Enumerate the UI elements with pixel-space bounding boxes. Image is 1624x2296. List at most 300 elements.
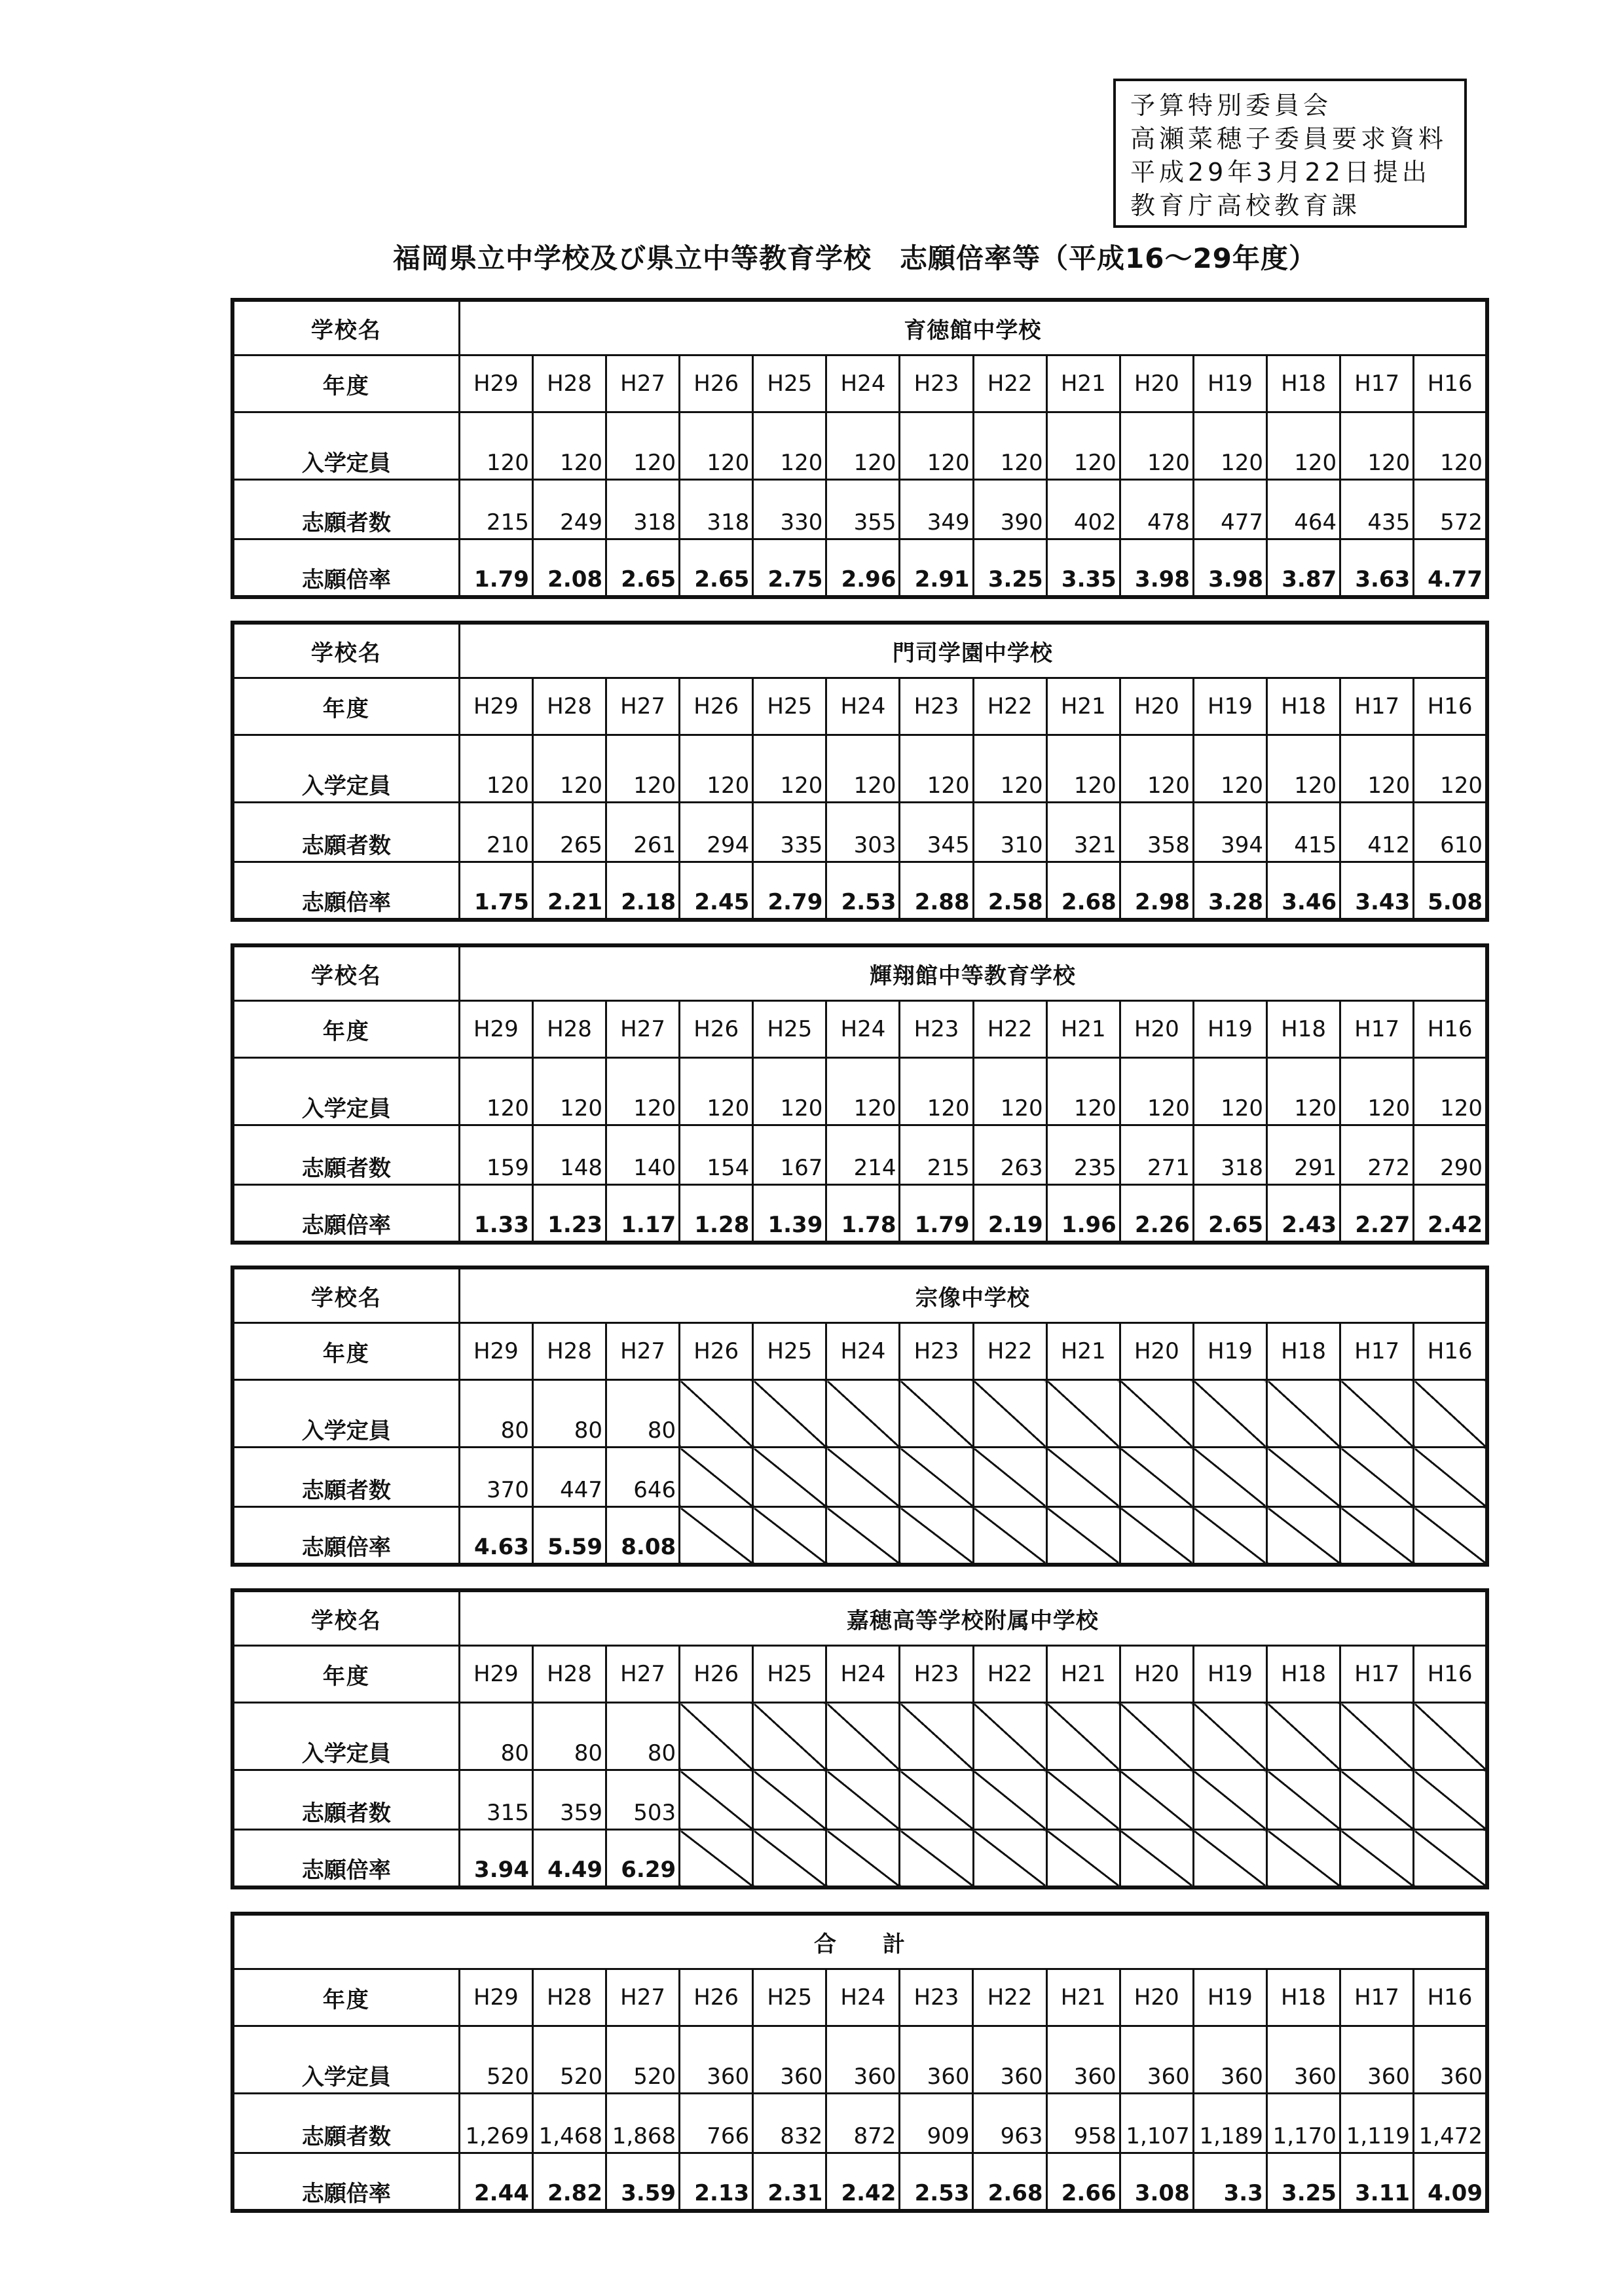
capacity-cell: 360 <box>1414 2026 1487 2094</box>
applicants-cell: 464 <box>1267 480 1340 539</box>
year-header-cell: H27 <box>606 1646 680 1703</box>
capacity-cell: 360 <box>826 2026 900 2094</box>
not-applicable-cell <box>973 1770 1046 1830</box>
ratio-label: 志願倍率 <box>232 862 459 920</box>
applicants-cell: 349 <box>900 480 973 539</box>
capacity-row <box>232 1058 1487 1125</box>
year-header-cell: H28 <box>532 1323 606 1380</box>
capacity-cell: 120 <box>973 1058 1046 1125</box>
year-header-cell: H17 <box>1340 1646 1414 1703</box>
capacity-cell: 120 <box>826 412 900 480</box>
ratio-cell: 2.31 <box>753 2153 826 2212</box>
year-label: 年度 <box>232 355 459 412</box>
not-applicable-cell <box>826 1703 900 1770</box>
not-applicable-cell <box>1120 1830 1193 1888</box>
capacity-cell: 120 <box>1267 1058 1340 1125</box>
ratio-row <box>232 1830 1487 1888</box>
year-header-cell: H18 <box>1267 1001 1340 1058</box>
capacity-cell: 120 <box>459 1058 532 1125</box>
year-header-cell: H16 <box>1414 678 1487 735</box>
year-header-cell: H23 <box>900 1646 973 1703</box>
not-applicable-cell <box>973 1507 1046 1565</box>
capacity-cell: 120 <box>532 735 606 803</box>
applicants-row <box>232 2094 1487 2153</box>
capacity-cell: 360 <box>680 2026 753 2094</box>
not-applicable-cell <box>900 1703 973 1770</box>
applicants-cell: 318 <box>1193 1125 1266 1185</box>
ratio-cell: 2.26 <box>1120 1185 1193 1243</box>
ratio-cell: 2.18 <box>606 862 680 920</box>
year-header-cell: H29 <box>459 355 532 412</box>
year-header-cell: H19 <box>1193 1969 1266 2026</box>
year-header-cell: H28 <box>532 1001 606 1058</box>
applicants-cell: 872 <box>826 2094 900 2153</box>
not-applicable-cell <box>900 1830 973 1888</box>
reference-memo-box <box>1113 79 1467 228</box>
year-header-cell: H17 <box>1340 678 1414 735</box>
capacity-label: 入学定員 <box>232 1380 459 1448</box>
memo-line-requester: 高瀬菜穂子委員要求資料 <box>1130 124 1448 153</box>
ratio-cell: 6.29 <box>606 1830 680 1888</box>
applicants-cell: 412 <box>1340 803 1414 862</box>
memo-line-committee: 予算特別委員会 <box>1130 91 1333 120</box>
applicants-cell: 909 <box>900 2094 973 2153</box>
year-header-cell: H22 <box>973 1646 1046 1703</box>
capacity-label: 入学定員 <box>232 735 459 803</box>
capacity-row <box>232 1380 1487 1448</box>
year-header-cell: H20 <box>1120 678 1193 735</box>
capacity-cell: 120 <box>606 735 680 803</box>
school-name-label: 学校名 <box>232 300 459 355</box>
capacity-label: 入学定員 <box>232 2026 459 2094</box>
ratio-cell: 4.63 <box>459 1507 532 1565</box>
not-applicable-cell <box>1340 1448 1414 1507</box>
applicants-cell: 235 <box>1046 1125 1120 1185</box>
ratio-cell: 2.66 <box>1046 2153 1120 2212</box>
ratio-cell: 3.94 <box>459 1830 532 1888</box>
applicants-cell: 766 <box>680 2094 753 2153</box>
year-header-cell: H25 <box>753 1323 826 1380</box>
ratio-cell: 4.77 <box>1414 539 1487 598</box>
capacity-cell: 120 <box>900 1058 973 1125</box>
year-header-cell: H25 <box>753 355 826 412</box>
ratio-cell: 2.19 <box>973 1185 1046 1243</box>
capacity-cell: 80 <box>459 1703 532 1770</box>
applicants-cell: 265 <box>532 803 606 862</box>
year-header-cell: H16 <box>1414 1001 1487 1058</box>
capacity-cell: 360 <box>1120 2026 1193 2094</box>
not-applicable-cell <box>1120 1507 1193 1565</box>
not-applicable-cell <box>753 1770 826 1830</box>
year-header-cell: H18 <box>1267 355 1340 412</box>
capacity-cell: 120 <box>973 735 1046 803</box>
capacity-cell: 120 <box>826 1058 900 1125</box>
year-header-cell: H19 <box>1193 678 1266 735</box>
ratio-cell: 2.53 <box>900 2153 973 2212</box>
not-applicable-cell <box>1414 1830 1487 1888</box>
applicants-cell: 330 <box>753 480 826 539</box>
ratio-cell: 2.91 <box>900 539 973 598</box>
ratio-cell: 2.58 <box>973 862 1046 920</box>
year-header-cell: H27 <box>606 678 680 735</box>
year-header-cell: H25 <box>753 1001 826 1058</box>
year-header-cell: H22 <box>973 355 1046 412</box>
capacity-cell: 80 <box>532 1380 606 1448</box>
ratio-cell: 1.28 <box>680 1185 753 1243</box>
applicants-cell: 958 <box>1046 2094 1120 2153</box>
ratio-cell: 2.44 <box>459 2153 532 2212</box>
capacity-cell: 120 <box>753 412 826 480</box>
year-header-cell: H20 <box>1120 1646 1193 1703</box>
not-applicable-cell <box>1046 1830 1120 1888</box>
not-applicable-cell <box>680 1770 753 1830</box>
applicants-cell: 646 <box>606 1448 680 1507</box>
not-applicable-cell <box>973 1703 1046 1770</box>
applicants-cell: 435 <box>1340 480 1414 539</box>
ratio-cell: 5.59 <box>532 1507 606 1565</box>
not-applicable-cell <box>900 1770 973 1830</box>
capacity-cell: 520 <box>532 2026 606 2094</box>
ratio-cell: 1.39 <box>753 1185 826 1243</box>
year-header-cell: H26 <box>680 1969 753 2026</box>
ratio-cell: 1.79 <box>900 1185 973 1243</box>
year-header-cell: H21 <box>1046 678 1120 735</box>
capacity-cell: 120 <box>1120 412 1193 480</box>
applicants-cell: 390 <box>973 480 1046 539</box>
capacity-cell: 120 <box>459 412 532 480</box>
ratio-cell: 3.08 <box>1120 2153 1193 2212</box>
year-header-cell: H21 <box>1046 1646 1120 1703</box>
applicants-cell: 215 <box>459 480 532 539</box>
ratio-label: 志願倍率 <box>232 1507 459 1565</box>
capacity-cell: 80 <box>606 1703 680 1770</box>
not-applicable-cell <box>1193 1507 1266 1565</box>
not-applicable-cell <box>1414 1770 1487 1830</box>
year-header-cell: H26 <box>680 678 753 735</box>
capacity-cell: 120 <box>1340 412 1414 480</box>
applicants-cell: 214 <box>826 1125 900 1185</box>
not-applicable-cell <box>1267 1830 1340 1888</box>
capacity-cell: 120 <box>1340 735 1414 803</box>
not-applicable-cell <box>1340 1380 1414 1448</box>
school-table <box>231 621 1489 922</box>
school-name-label: 学校名 <box>232 1590 459 1646</box>
capacity-cell: 120 <box>1046 735 1120 803</box>
ratio-cell: 4.09 <box>1414 2153 1487 2212</box>
ratio-cell: 3.98 <box>1120 539 1193 598</box>
not-applicable-cell <box>753 1830 826 1888</box>
document-title: 福岡県立中学校及び県立中等教育学校 志願倍率等（平成16～29年度） <box>393 242 1317 274</box>
capacity-cell: 120 <box>680 1058 753 1125</box>
year-header-cell: H23 <box>900 1969 973 2026</box>
ratio-cell: 3.43 <box>1340 862 1414 920</box>
applicants-cell: 477 <box>1193 480 1266 539</box>
not-applicable-cell <box>1120 1703 1193 1770</box>
capacity-cell: 120 <box>1193 735 1266 803</box>
ratio-cell: 4.49 <box>532 1830 606 1888</box>
year-label: 年度 <box>232 678 459 735</box>
capacity-cell: 120 <box>606 412 680 480</box>
not-applicable-cell <box>826 1830 900 1888</box>
year-header-cell: H24 <box>826 1969 900 2026</box>
year-header-cell: H22 <box>973 678 1046 735</box>
year-header-cell: H23 <box>900 678 973 735</box>
applicants-row <box>232 1448 1487 1507</box>
school-table <box>231 1266 1489 1567</box>
ratio-cell: 8.08 <box>606 1507 680 1565</box>
applicants-cell: 303 <box>826 803 900 862</box>
not-applicable-cell <box>680 1380 753 1448</box>
ratio-row <box>232 1185 1487 1243</box>
not-applicable-cell <box>1267 1380 1340 1448</box>
ratio-cell: 3.87 <box>1267 539 1340 598</box>
applicants-label: 志願者数 <box>232 803 459 862</box>
school-name-label: 学校名 <box>232 1267 459 1323</box>
ratio-cell: 2.96 <box>826 539 900 598</box>
year-header-cell: H24 <box>826 1323 900 1380</box>
capacity-cell: 520 <box>606 2026 680 2094</box>
year-header-cell: H20 <box>1120 1323 1193 1380</box>
ratio-label: 志願倍率 <box>232 2153 459 2212</box>
applicants-cell: 272 <box>1340 1125 1414 1185</box>
year-header-cell: H28 <box>532 1969 606 2026</box>
capacity-cell: 360 <box>1340 2026 1413 2094</box>
applicants-cell: 610 <box>1414 803 1487 862</box>
year-header-cell: H29 <box>459 1646 532 1703</box>
not-applicable-cell <box>1046 1703 1120 1770</box>
ratio-cell: 2.68 <box>1046 862 1120 920</box>
not-applicable-cell <box>680 1830 753 1888</box>
year-header-cell: H26 <box>680 355 753 412</box>
year-header-cell: H27 <box>606 1969 680 2026</box>
applicants-cell: 345 <box>900 803 973 862</box>
not-applicable-cell <box>753 1448 826 1507</box>
applicants-cell: 294 <box>680 803 753 862</box>
not-applicable-cell <box>1193 1770 1266 1830</box>
year-header-cell: H24 <box>826 355 900 412</box>
applicants-cell: 154 <box>680 1125 753 1185</box>
not-applicable-cell <box>826 1380 900 1448</box>
not-applicable-cell <box>973 1448 1046 1507</box>
capacity-cell: 120 <box>1267 412 1340 480</box>
not-applicable-cell <box>1193 1703 1266 1770</box>
not-applicable-cell <box>1193 1448 1266 1507</box>
applicants-label: 志願者数 <box>232 1770 459 1830</box>
year-header-cell: H21 <box>1046 355 1120 412</box>
applicants-cell: 167 <box>753 1125 826 1185</box>
capacity-cell: 120 <box>459 735 532 803</box>
not-applicable-cell <box>1120 1380 1193 1448</box>
year-header-cell: H17 <box>1340 355 1414 412</box>
school-name: 嘉穂高等学校附属中学校 <box>459 1590 1487 1646</box>
applicants-cell: 318 <box>680 480 753 539</box>
applicants-cell: 318 <box>606 480 680 539</box>
ratio-cell: 3.63 <box>1340 539 1414 598</box>
applicants-cell: 291 <box>1267 1125 1340 1185</box>
ratio-cell: 3.28 <box>1193 862 1266 920</box>
capacity-cell: 120 <box>1340 1058 1414 1125</box>
capacity-cell: 120 <box>680 735 753 803</box>
year-header-cell: H18 <box>1267 1323 1340 1380</box>
year-header-cell: H20 <box>1120 1001 1193 1058</box>
ratio-cell: 3.46 <box>1267 862 1340 920</box>
applicants-cell: 1,468 <box>532 2094 606 2153</box>
school-table <box>231 298 1489 599</box>
not-applicable-cell <box>900 1380 973 1448</box>
capacity-cell: 120 <box>753 1058 826 1125</box>
year-header-cell: H24 <box>826 1001 900 1058</box>
ratio-cell: 3.59 <box>606 2153 680 2212</box>
ratio-cell: 1.75 <box>459 862 532 920</box>
capacity-cell: 120 <box>1120 735 1193 803</box>
not-applicable-cell <box>753 1507 826 1565</box>
capacity-label: 入学定員 <box>232 1058 459 1125</box>
ratio-cell: 2.65 <box>606 539 680 598</box>
year-header-cell: H20 <box>1120 355 1193 412</box>
not-applicable-cell <box>1340 1507 1414 1565</box>
ratio-cell: 1.79 <box>459 539 532 598</box>
school-table <box>231 1588 1489 1889</box>
applicants-label: 志願者数 <box>232 480 459 539</box>
capacity-cell: 120 <box>1120 1058 1193 1125</box>
year-header-cell: H25 <box>753 1646 826 1703</box>
ratio-cell: 2.82 <box>532 2153 606 2212</box>
year-header-cell: H23 <box>900 1001 973 1058</box>
not-applicable-cell <box>1267 1507 1340 1565</box>
ratio-label: 志願倍率 <box>232 1185 459 1243</box>
ratio-cell: 2.45 <box>680 862 753 920</box>
total-table <box>231 1912 1489 2213</box>
year-header-cell: H29 <box>459 1323 532 1380</box>
not-applicable-cell <box>1120 1770 1193 1830</box>
applicants-cell: 1,119 <box>1340 2094 1413 2153</box>
capacity-cell: 120 <box>1414 1058 1487 1125</box>
capacity-cell: 360 <box>1193 2026 1266 2094</box>
capacity-cell: 80 <box>459 1380 532 1448</box>
year-header-cell: H18 <box>1267 678 1340 735</box>
capacity-cell: 120 <box>532 412 606 480</box>
not-applicable-cell <box>826 1770 900 1830</box>
ratio-cell: 2.75 <box>753 539 826 598</box>
total-title: 合 計 <box>232 1914 1487 1969</box>
year-header-cell: H16 <box>1414 355 1487 412</box>
applicants-label: 志願者数 <box>232 1125 459 1185</box>
not-applicable-cell <box>1046 1770 1120 1830</box>
year-header-cell: H16 <box>1414 1323 1487 1380</box>
ratio-cell: 5.08 <box>1414 862 1487 920</box>
ratio-cell: 2.88 <box>900 862 973 920</box>
capacity-label: 入学定員 <box>232 412 459 480</box>
applicants-cell: 210 <box>459 803 532 862</box>
applicants-cell: 315 <box>459 1770 532 1830</box>
not-applicable-cell <box>973 1380 1046 1448</box>
applicants-cell: 1,107 <box>1120 2094 1193 2153</box>
year-header-cell: H26 <box>680 1646 753 1703</box>
year-header-cell: H28 <box>532 678 606 735</box>
applicants-cell: 355 <box>826 480 900 539</box>
year-header-cell: H16 <box>1414 1646 1487 1703</box>
year-header-cell: H19 <box>1193 1323 1266 1380</box>
ratio-row <box>232 1507 1487 1565</box>
not-applicable-cell <box>1414 1380 1487 1448</box>
year-header-cell: H19 <box>1193 1001 1266 1058</box>
applicants-cell: 963 <box>973 2094 1046 2153</box>
capacity-cell: 520 <box>459 2026 532 2094</box>
year-header-cell: H19 <box>1193 355 1266 412</box>
not-applicable-cell <box>826 1507 900 1565</box>
school-name-label: 学校名 <box>232 945 459 1001</box>
ratio-cell: 3.11 <box>1340 2153 1413 2212</box>
capacity-cell: 360 <box>900 2026 973 2094</box>
year-header-cell: H17 <box>1340 1969 1413 2026</box>
school-name: 育徳館中学校 <box>459 300 1487 355</box>
ratio-cell: 3.25 <box>973 539 1046 598</box>
ratio-label: 志願倍率 <box>232 1830 459 1888</box>
applicants-cell: 572 <box>1414 480 1487 539</box>
not-applicable-cell <box>1267 1448 1340 1507</box>
not-applicable-cell <box>680 1507 753 1565</box>
not-applicable-cell <box>1046 1507 1120 1565</box>
ratio-cell: 2.65 <box>1193 1185 1266 1243</box>
not-applicable-cell <box>1340 1770 1414 1830</box>
applicants-cell: 310 <box>973 803 1046 862</box>
applicants-cell: 148 <box>532 1125 606 1185</box>
capacity-cell: 80 <box>606 1380 680 1448</box>
not-applicable-cell <box>1046 1380 1120 1448</box>
school-name-label: 学校名 <box>232 623 459 678</box>
year-header-cell: H19 <box>1193 1646 1266 1703</box>
applicants-cell: 1,868 <box>606 2094 680 2153</box>
year-header-cell: H20 <box>1120 1969 1193 2026</box>
year-label: 年度 <box>232 1001 459 1058</box>
ratio-cell: 2.43 <box>1267 1185 1340 1243</box>
applicants-cell: 1,170 <box>1266 2094 1340 2153</box>
ratio-cell: 2.53 <box>826 862 900 920</box>
ratio-cell: 2.68 <box>973 2153 1046 2212</box>
capacity-cell: 360 <box>753 2026 826 2094</box>
year-header-cell: H26 <box>680 1323 753 1380</box>
applicants-cell: 321 <box>1046 803 1120 862</box>
applicants-cell: 370 <box>459 1448 532 1507</box>
applicants-cell: 832 <box>753 2094 826 2153</box>
ratio-row <box>232 862 1487 920</box>
applicants-cell: 249 <box>532 480 606 539</box>
ratio-cell: 1.17 <box>606 1185 680 1243</box>
capacity-row <box>232 412 1487 480</box>
year-label: 年度 <box>232 1646 459 1703</box>
ratio-cell: 3.3 <box>1193 2153 1266 2212</box>
ratio-cell: 2.42 <box>826 2153 900 2212</box>
not-applicable-cell <box>1340 1830 1414 1888</box>
ratio-label: 志願倍率 <box>232 539 459 598</box>
year-header-cell: H25 <box>753 678 826 735</box>
applicants-label: 志願者数 <box>232 2094 459 2153</box>
not-applicable-cell <box>826 1448 900 1507</box>
capacity-cell: 120 <box>1046 412 1120 480</box>
applicants-cell: 261 <box>606 803 680 862</box>
year-header-cell: H23 <box>900 1323 973 1380</box>
year-header-cell: H22 <box>973 1323 1046 1380</box>
not-applicable-cell <box>1414 1703 1487 1770</box>
applicants-cell: 1,472 <box>1414 2094 1487 2153</box>
ratio-cell: 3.98 <box>1193 539 1266 598</box>
applicants-cell: 478 <box>1120 480 1193 539</box>
applicants-row <box>232 803 1487 862</box>
ratio-cell: 2.13 <box>680 2153 753 2212</box>
year-header-cell: H22 <box>973 1001 1046 1058</box>
capacity-cell: 120 <box>1193 412 1266 480</box>
year-header-cell: H17 <box>1340 1001 1414 1058</box>
